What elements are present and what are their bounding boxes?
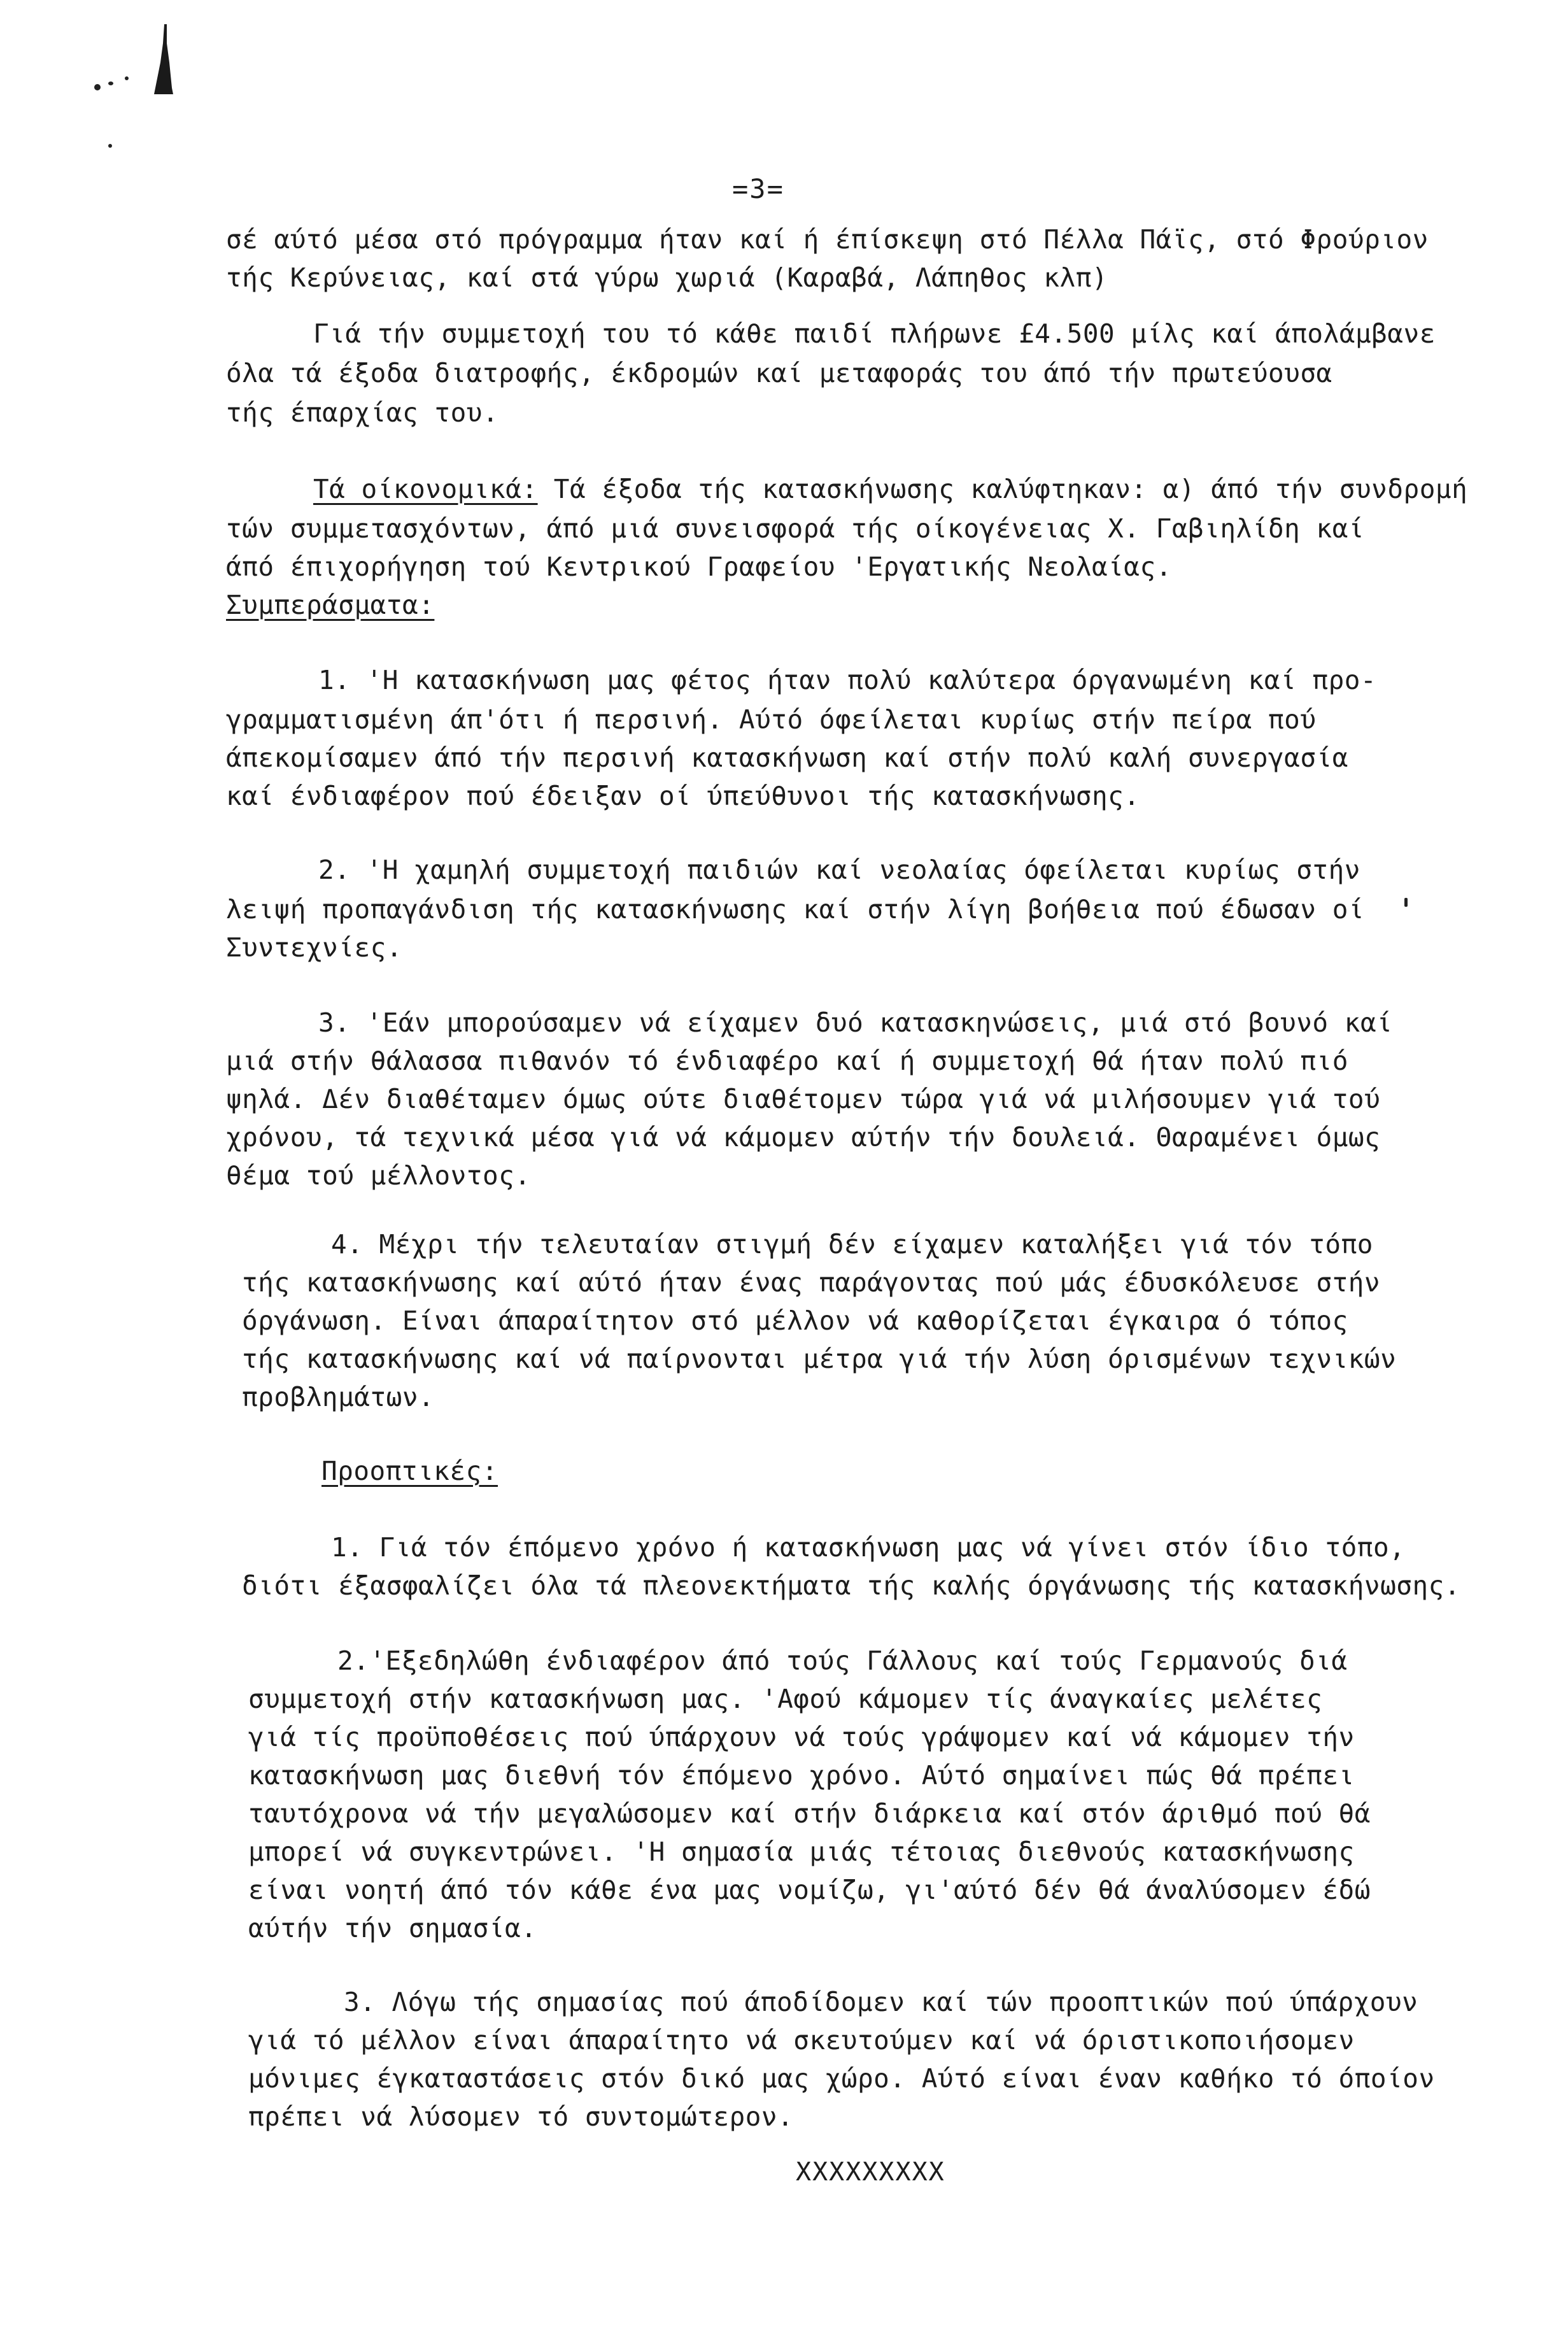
text-line: όλα τά έξοδα διατροφής, έκδρομών καί μεταφοράς του άπό τήν πρωτεύουσα [226,358,1332,388]
text-line: ταυτόχρονα νά τήν μεγαλώσομεν καί στήν διάρκεια καί στόν άριθμό πού θά [248,1798,1371,1829]
text-line: Συντεχνίες. [226,932,403,963]
punch-mark-graphic [152,24,173,94]
text-line: 4. Μέχρι τήν τελευταίαν στιγμή δέν είχαμεν καταλήξει γιά τόν τόπο [331,1229,1373,1260]
conclusions-heading: Συμπεράσματα: [226,590,435,620]
text-line: μιά στήν θάλασσα πιθανόν τό ένδιαφέρο καί ή συμμετοχή θά ήταν πολύ πιό [226,1046,1348,1076]
text-line: θέμα τού μέλλοντος. [226,1160,531,1191]
text-line: ψηλά. Δέν διαθέταμεν όμως ούτε διαθέτομεν τώρα γιά νά μιλήσουμεν γιά τού [226,1084,1381,1114]
prospects-heading: Προοπτικές: [321,1456,498,1486]
text-line: τής έπαρχίας του. [226,397,499,428]
scan-speck [94,84,101,90]
text-line: αύτήν τήν σημασία. [248,1913,537,1943]
text-line: λειψή προπαγάνδιση τής κατασκήνωσης καί στήν λίγη βοήθεια πού έδωσαν οί [226,894,1365,925]
text-line: διότι έξασφαλίζει όλα τά πλεονεκτήματα τής καλής όργάνωσης τής κατασκήνωσης. [242,1570,1460,1601]
text-line: τής κατασκήνωσης καί νά παίρνονται μέτρα γιά τήν λύση όρισμένων τεχνικών [242,1344,1397,1374]
text-line: μπορεί νά συγκεντρώνει. 'Η σημασία μιάς τέτοιας διεθνούς κατασκήνωσης [248,1836,1355,1867]
economics-heading: Τά οίκονομικά: [313,474,538,504]
text-line: συμμετοχή στήν κατασκήνωση μας. 'Αφού κάμομεν τίς άναγκαίες μελέτες [248,1684,1323,1714]
text-line: Γιά τήν συμμετοχή του τό κάθε παιδί πλήρωνε £4.500 μίλς καί άπολάμβανε [313,318,1436,349]
end-mark: XXXXXXXXX [796,2157,945,2187]
scan-speck [108,82,113,85]
text-line: άπό έπιχορήγηση τού Κεντρικού Γραφείου 'Εργατικής Νεολαίας. [226,551,1172,582]
text-line: καί ένδιαφέρον πού έδειξαν οί ύπεύθυνοι τής κατασκήνωσης. [226,781,1140,811]
text-line: γιά τίς προϋποθέσεις πού ύπάρχουν νά τούς γράψομεν καί νά κάμομεν τήν [248,1722,1355,1752]
text-line: 3. Λόγω τής σημασίας πού άποδίδομεν καί τών προοπτικών πού ύπάρχουν [344,1987,1418,2017]
text-line: χρόνου, τά τεχνικά μέσα γιά νά κάμομεν αύτήν τήν δουλειά. Θαραμένει όμως [226,1122,1381,1153]
text-line: άπεκομίσαμεν άπό τήν περσινή κατασκήνωση καί στήν πολύ καλή συνεργασία [226,742,1348,773]
scan-speck [1404,898,1408,907]
binder-mark [152,24,173,94]
text-line: κατασκήνωση μας διεθνή τόν έπόμενο χρόνο. Αύτό σημαίνει πώς θά πρέπει [248,1760,1355,1791]
page-number: =3= [732,173,784,204]
text-line: σέ αύτό μέσα στό πρόγραμμα ήταν καί ή έπίσκεψη στό Πέλλα Πάϊς, στό Φρούριον [226,224,1429,255]
text-line: μόνιμες έγκαταστάσεις στόν δικό μας χώρο. Αύτό είναι έναν καθήκο τό όποίον [248,2063,1435,2094]
text-line: 2. 'Η χαμηλή συμμετοχή παιδιών καί νεολαίας όφείλεται κυρίως στήν [318,855,1360,885]
text-line: γιά τό μέλλον είναι άπαραίτητο νά σκευτούμεν καί νά όριστικοποιήσομεν [248,2025,1355,2056]
text-line: 2.'Εξεδηλώθη ένδιαφέρον άπό τούς Γάλλους καί τούς Γερμανούς διά [337,1645,1348,1676]
text-line: όργάνωση. Είναι άπαραίτητον στό μέλλον νά καθορίζεται έγκαιρα ό τόπος [242,1305,1348,1336]
text-line: 1. 'Η κατασκήνωση μας φέτος ήταν πολύ καλύτερα όργανωμένη καί προ- [318,665,1377,695]
scan-speck [108,144,112,148]
economics-line [313,474,1467,504]
text-line: προβλημάτων. [242,1382,435,1412]
text-line: τών συμμετασχόντων, άπό μιά συνεισφορά τής οίκογένειας Χ. Γαβιηλίδη καί [226,513,1365,544]
text-line: είναι νοητή άπό τόν κάθε ένα μας νομίζω, γι'αύτό δέν θά άναλύσομεν έδώ [248,1875,1371,1905]
text-line: πρέπει νά λύσομεν τό συντομώτερον. [248,2101,794,2132]
scan-speck [125,76,129,80]
text-line: τής κατασκήνωσης καί αύτό ήταν ένας παράγοντας πού μάς έδυσκόλευσε στήν [242,1267,1381,1298]
text-line: 3. 'Εάν μπορούσαμεν νά είχαμεν δυό κατασκηνώσεις, μιά στό βουνό καί [318,1007,1393,1038]
text-line: γραμματισμένη άπ'ότι ή περσινή. Αύτό όφείλεται κυρίως στήν πείρα πού [226,704,1317,735]
text-line: 1. Γιά τόν έπόμενο χρόνο ή κατασκήνωση μας νά γίνει στόν ίδιο τόπο, [331,1532,1406,1563]
text-run: Τά έξοδα τής κατασκήνωσης καλύφτηκαν: α) άπό τήν συνδρομή [553,474,1468,504]
text-line: τής Κερύνειας, καί στά γύρω χωριά (Καραβά, Λάπηθος κλπ) [226,262,1108,293]
